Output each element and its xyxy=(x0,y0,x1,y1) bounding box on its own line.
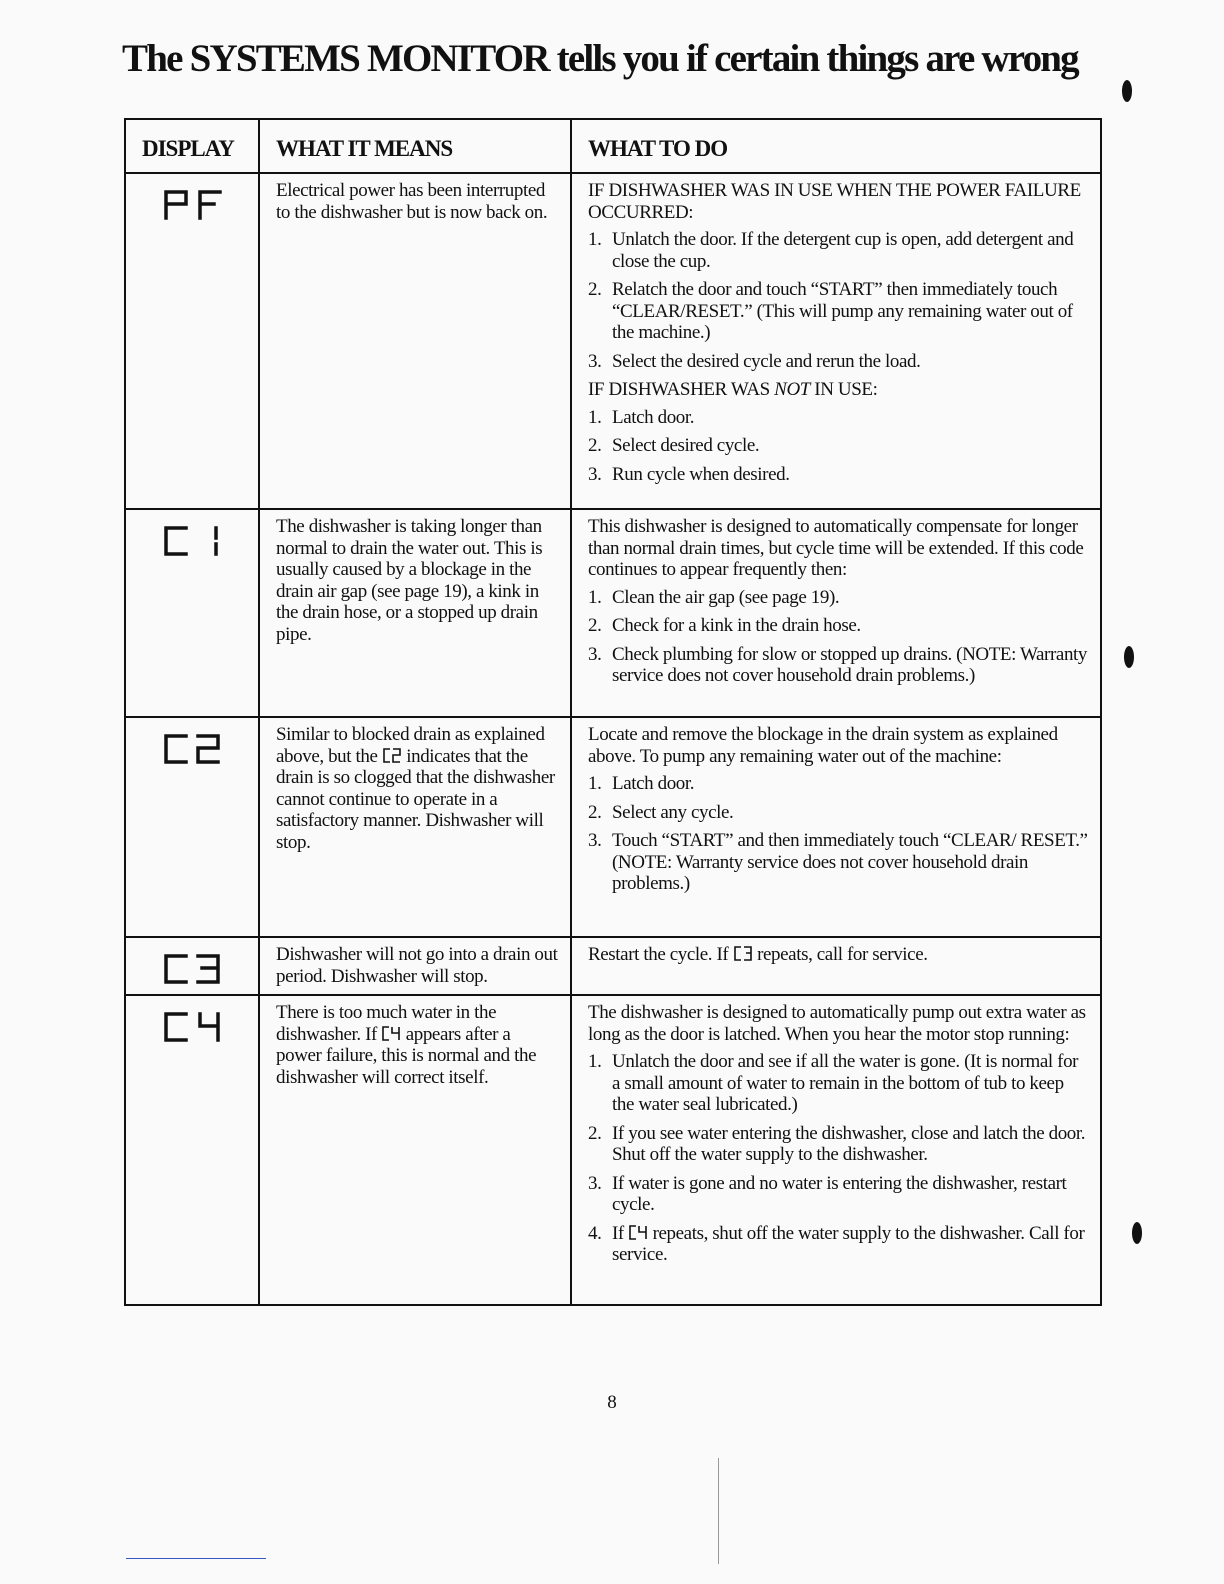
display-code-cell xyxy=(126,718,260,936)
display-code-cell xyxy=(126,996,260,1304)
action-intro: Restart the cycle. If repeats, call for service. xyxy=(588,944,928,965)
meaning-cell: Dishwasher will not go into a drain out period. Dishwasher will stop. xyxy=(260,938,572,994)
action-intro: This dishwasher is designed to automatically compensate for longer than normal drain times, but cycle time will be extended. If this code continues to appear frequently then: xyxy=(588,516,1084,580)
action-intro-2: IF DISHWASHER WAS NOT IN USE: xyxy=(588,379,878,400)
display-code-c2-icon xyxy=(152,726,232,776)
list-item: 2. Select any cycle. xyxy=(588,801,734,823)
action-cell xyxy=(572,938,1100,994)
page-number: 8 xyxy=(607,1392,617,1413)
action-cell xyxy=(572,996,1100,1304)
inline-code-c4-icon xyxy=(381,1025,401,1042)
binder-hole-mark xyxy=(1124,646,1134,668)
inline-code-c2-icon xyxy=(382,747,402,764)
display-code-c1-icon xyxy=(152,518,232,568)
action-cell xyxy=(572,174,1100,508)
list-item: 3. Check plumbing for slow or stopped up drains. (NOTE: Warranty service does not cover household drain problems.) xyxy=(588,643,1088,686)
meaning-cell: The dishwasher is taking longer than normal to drain the water out. This is usually caused by a blockage in the drain air gap (see page 19), a kink in the drain hose, or a stopped up drain pipe. xyxy=(260,510,572,716)
action-steps xyxy=(588,587,1088,687)
table-row xyxy=(124,996,1102,1306)
page-title: The SYSTEMS MONITOR tells you if certain things are wrong xyxy=(122,37,1078,80)
column-header-todo: WHAT TO DO xyxy=(588,136,728,161)
action-steps xyxy=(588,773,1088,895)
list-item: 3. Run cycle when desired. xyxy=(588,463,790,485)
column-header-display: DISPLAY xyxy=(126,120,260,172)
action-steps xyxy=(588,229,1088,372)
list-item: 3. Touch “START” and then immediately touch “CLEAR/ RESET.” (NOTE: Warranty service does not cover household drain problems.) xyxy=(588,830,1088,894)
table-header xyxy=(124,118,1102,174)
list-item: 3. Select the desired cycle and rerun the load. xyxy=(588,350,921,372)
display-code-cell xyxy=(126,174,260,508)
action-cell xyxy=(572,718,1100,936)
list-item: 2. Relatch the door and touch “START” then immediately touch “CLEAR/RESET.” (This will pump any remaining water out of the machine.) xyxy=(588,279,1073,343)
action-steps xyxy=(588,1051,1088,1266)
list-item: 1. Unlatch the door and see if all the water is gone. (It is normal for a small amount of water to remain in the bottom of tub to keep the water seal lubricated.) xyxy=(588,1051,1079,1115)
scan-artifact-line xyxy=(718,1458,719,1564)
scan-artifact-line xyxy=(126,1558,266,1559)
meaning-cell: Electrical power has been interrupted to the dishwasher but is now back on. xyxy=(260,174,572,508)
list-item: 4. If repeats, shut off the water supply to the dishwasher. Call for service. xyxy=(588,1222,1085,1265)
inline-code-c4-icon xyxy=(628,1224,648,1241)
inline-code-c3-icon xyxy=(733,945,753,962)
table-row xyxy=(124,938,1102,996)
action-intro: The dishwasher is designed to automatically pump out extra water as long as the door is latched. When you hear the motor stop running: xyxy=(588,1002,1086,1045)
display-code-c3-icon xyxy=(152,946,232,996)
display-code-cell xyxy=(126,510,260,716)
list-item: 1. Latch door. xyxy=(588,406,695,428)
list-item: 1. Unlatch the door. If the detergent cup is open, add detergent and close the cup. xyxy=(588,229,1074,272)
table-row xyxy=(124,510,1102,718)
display-code-cell xyxy=(126,938,260,994)
action-intro: IF DISHWASHER WAS IN USE WHEN THE POWER FAILURE OCCURRED: xyxy=(588,180,1081,223)
list-item: 2. If you see water entering the dishwasher, close and latch the door. Shut off the water supply to the dishwasher. xyxy=(588,1122,1086,1165)
action-intro: Locate and remove the blockage in the drain system as explained above. To pump any remaining water out of the machine: xyxy=(588,724,1058,767)
list-item: 2. Select desired cycle. xyxy=(588,435,760,456)
list-item: 1. Clean the air gap (see page 19). xyxy=(588,586,840,608)
list-item: 3. If water is gone and no water is entering the dishwasher, restart cycle. xyxy=(588,1172,1067,1215)
binder-hole-mark xyxy=(1122,80,1132,102)
systems-monitor-table xyxy=(124,118,1102,1306)
table-row xyxy=(124,174,1102,510)
list-item: 2. Check for a kink in the drain hose. xyxy=(588,615,861,636)
binder-hole-mark xyxy=(1132,1222,1142,1244)
column-header-means: WHAT IT MEANS xyxy=(260,120,572,172)
table-row xyxy=(124,718,1102,938)
action-cell xyxy=(572,510,1100,716)
display-code-pf-icon xyxy=(152,182,232,232)
display-code-c4-icon xyxy=(152,1004,232,1054)
meaning-cell: There is too much water in the dishwasher. If appears after a power failure, this is normal and the dishwasher will correct itself. xyxy=(260,996,572,1304)
action-steps-2 xyxy=(588,407,1088,486)
list-item: 1. Latch door. xyxy=(588,773,695,794)
meaning-cell: Similar to blocked drain as explained above, but the indicates that the drain is so clogged that the dishwasher cannot continue to operate in a satisfactory manner. Dishwasher will stop. xyxy=(260,718,572,936)
